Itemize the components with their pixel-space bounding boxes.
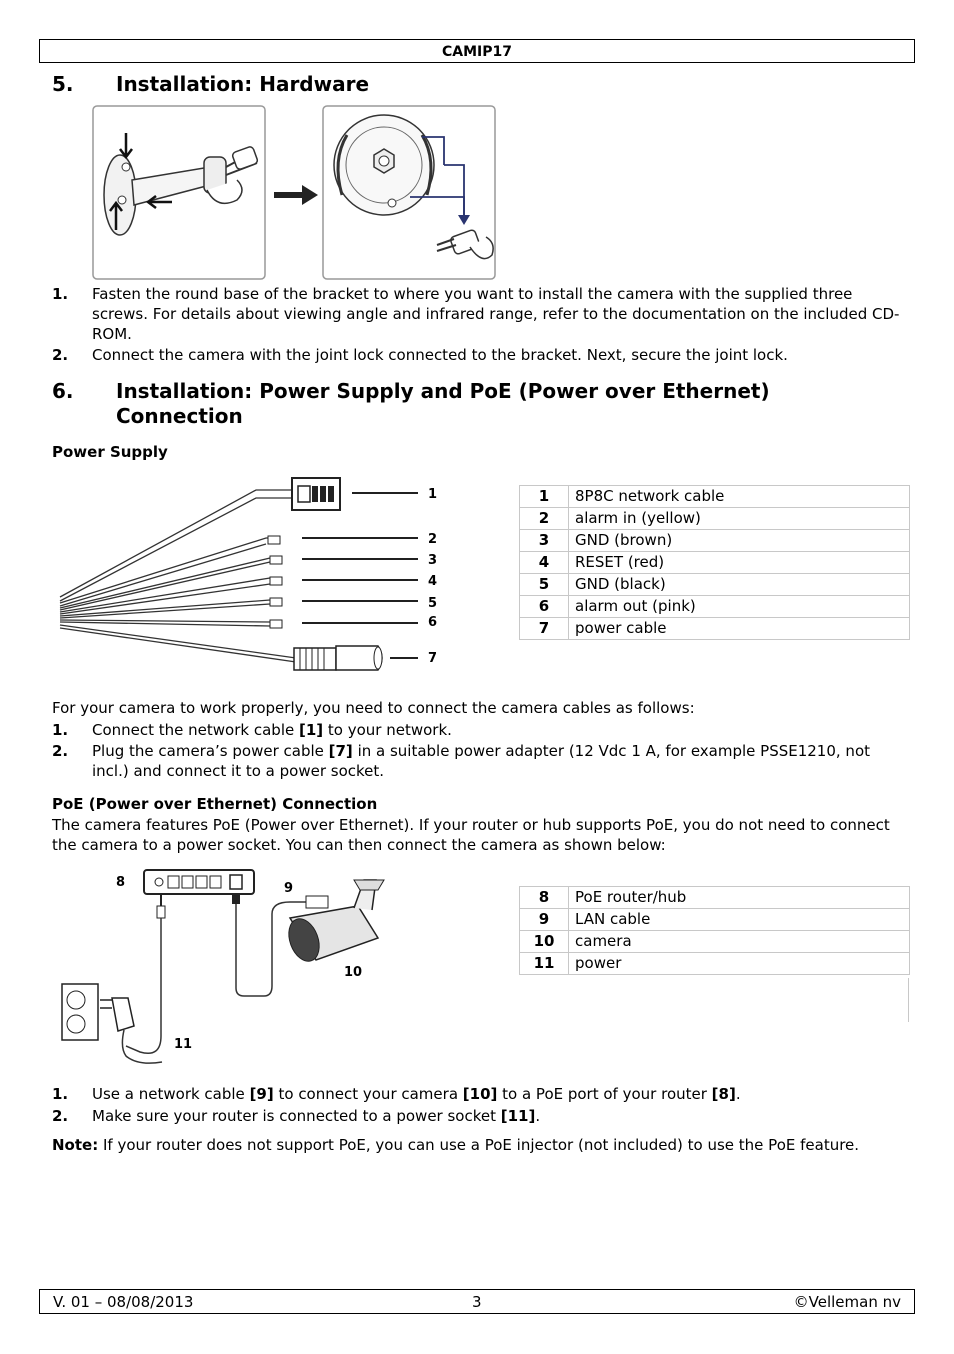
ps-label-6: 6 (428, 615, 438, 630)
s5-step-2-text: Connect the camera with the joint lock connected to the bracket. Next, secure the joint lock. (92, 346, 788, 364)
table-row: 5 GND (black) (520, 574, 910, 596)
document-header (39, 39, 915, 63)
note-text: If your router does not support PoE, you can use a PoE injector (not included) to use the PoE feature. (98, 1136, 860, 1154)
ps-label-3: 3 (428, 553, 438, 568)
table-row: 10 camera (520, 931, 910, 953)
poe-connection-diagram (58, 866, 398, 1076)
ps-label-2: 2 (428, 532, 438, 547)
section-5-title: Installation: Hardware (116, 72, 370, 96)
table-row: 2 alarm in (yellow) (520, 508, 910, 530)
note-label: Note: (52, 1136, 99, 1154)
ps-label-7: 7 (428, 651, 438, 666)
table-row: 1 8P8C network cable (520, 486, 910, 508)
legend-table-edge (908, 978, 909, 1022)
ps-label-5: 5 (428, 596, 438, 611)
power-supply-legend-table (519, 485, 910, 640)
footer-copyright: ©Velleman nv (793, 1293, 901, 1311)
model-name: CAMIP17 (442, 44, 512, 60)
document-footer (39, 1289, 915, 1314)
section-6-number: 6. (52, 379, 74, 403)
section-5-number: 5. (52, 72, 74, 96)
poe-heading: PoE (Power over Ethernet) Connection (52, 795, 378, 813)
footer-page-number: 3 (472, 1293, 482, 1311)
poe-step-1-num: 1. (52, 1085, 69, 1103)
poe-step-2-num: 2. (52, 1107, 69, 1125)
ps-step-2-num: 2. (52, 742, 69, 760)
table-row: 11 power (520, 953, 910, 975)
ps-label-4: 4 (428, 574, 438, 589)
ps-label-1: 1 (428, 487, 438, 502)
poe-legend-table (519, 886, 910, 975)
power-cable-diagram (56, 472, 446, 672)
footer-version: V. 01 – 08/08/2013 (53, 1293, 194, 1311)
s5-step-1-text: Fasten the round base of the bracket to where you want to install the camera with the supplied three screws. For details about viewing angle and infrared range, refer to the documentation on the included CD-ROM. (92, 285, 900, 343)
table-row: 6 alarm out (pink) (520, 596, 910, 618)
poe-label-router: 8 (116, 875, 126, 890)
ps-step-1-num: 1. (52, 721, 69, 739)
power-supply-heading: Power Supply (52, 443, 168, 461)
poe-label-power: 11 (174, 1037, 193, 1052)
poe-label-camera: 10 (344, 965, 363, 980)
table-row: 7 power cable (520, 618, 910, 640)
table-row: 8 PoE router/hub (520, 887, 910, 909)
ps-step-1-text: Connect the network cable [1] to your network. (92, 721, 452, 739)
s5-step-1-num: 1. (52, 285, 69, 303)
table-row: 4 RESET (red) (520, 552, 910, 574)
poe-note (52, 1135, 882, 1155)
table-row: 9 LAN cable (520, 909, 910, 931)
s5-step-2-num: 2. (52, 346, 69, 364)
bracket-illustration (92, 105, 498, 281)
poe-step-2-text: Make sure your router is connected to a power socket [11]. (92, 1107, 541, 1125)
poe-intro: The camera features PoE (Power over Ethernet). If your router or hub supports PoE, you do not need to connect the camera to a power socket. You can then connect the camera as shown below: (52, 816, 890, 854)
poe-label-cable: 9 (284, 881, 294, 896)
table-row: 3 GND (brown) (520, 530, 910, 552)
power-supply-intro: For your camera to work properly, you need to connect the camera cables as follows: (52, 699, 695, 717)
section-6-title: Installation: Power Supply and PoE (Power over Ethernet) Connection (116, 379, 770, 428)
poe-step-1-text: Use a network cable [9] to connect your camera [10] to a PoE port of your router [8]. (92, 1085, 741, 1103)
ps-step-2-text: Plug the camera’s power cable [7] in a suitable power adapter (12 Vdc 1 A, for example PSSE1210, not incl.) and connect it to a power socket. (92, 742, 870, 780)
